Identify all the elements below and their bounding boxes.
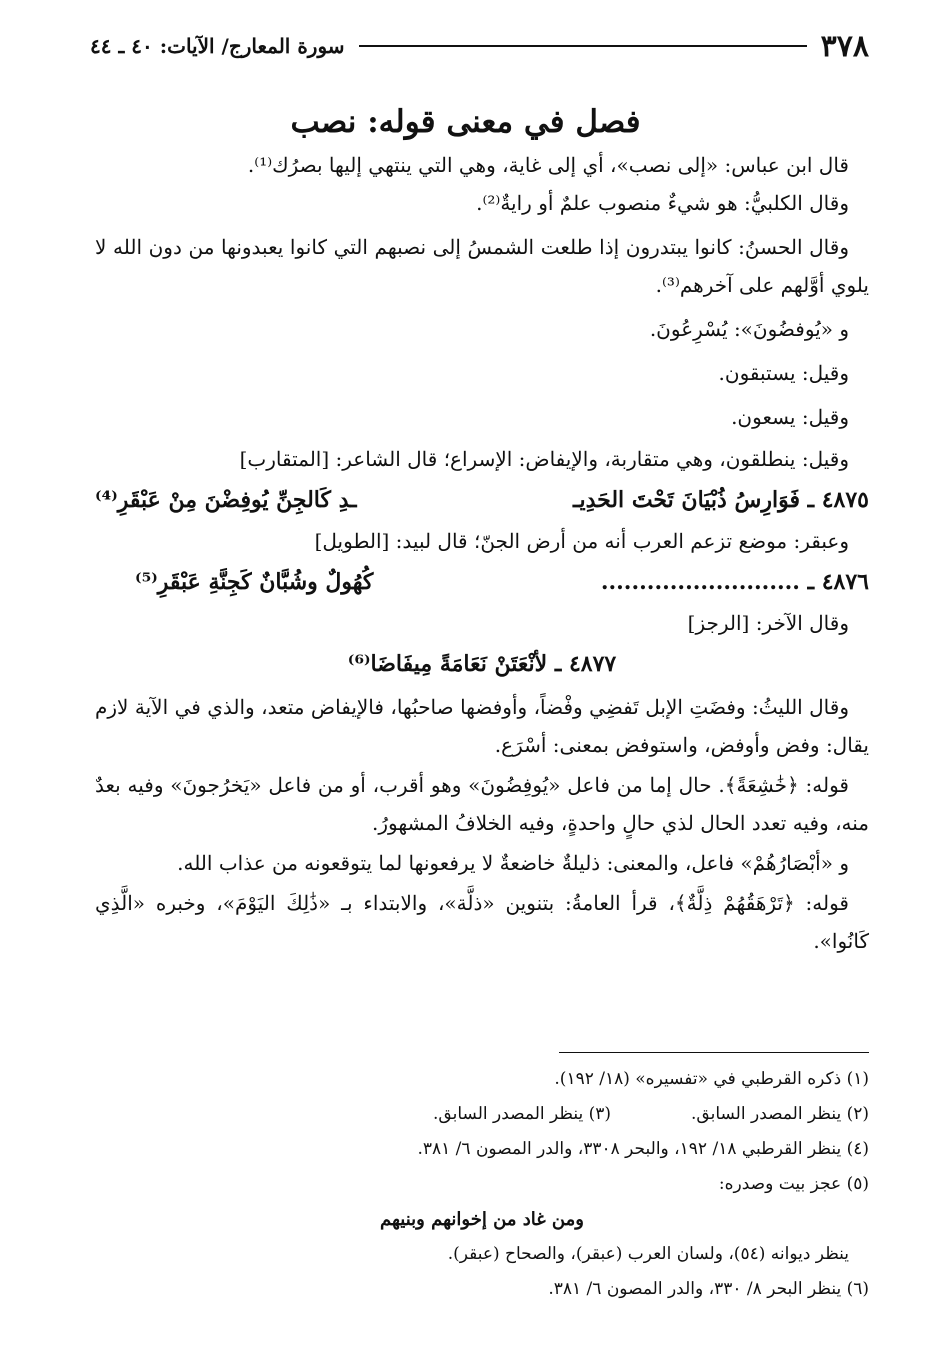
footnote-5-source: ينظر ديوانه (٥٤)، ولسان العرب (عبقر)، والصحاح (عبقر).: [447, 1244, 849, 1264]
footnote-3: (٣) ينظر المصدر السابق.: [433, 1104, 612, 1124]
main-text: [95, 146, 869, 960]
footnote-6: (٦) ينظر البحر ٨/ ٣٣٠، والدر المصون ٦/ ٣٨١.: [548, 1279, 869, 1299]
verse-second-hemistich: ـدِ كَالجِنِّ يُوفِضْنَ مِنْ عَبْقَرِ⁽⁴⁾: [95, 487, 357, 513]
verse-4875: [95, 478, 869, 522]
verse-first-hemistich: ٤٨٧٦ ـ ..........................: [600, 569, 869, 595]
surah-title: سورة المعارج/ الآيات: ٤٠ ـ ٤٤: [90, 34, 345, 58]
header-rule: [359, 45, 807, 47]
footnote-5: (٥) عجز بيت وصدره:: [718, 1174, 869, 1194]
footnote-1: (١) ذكره القرطبي في «تفسيره» (١٨/ ١٩٢).: [554, 1069, 869, 1089]
paragraph: وقال الليثُ: وفضَتِ الإبل تَفضِي وفْضاً، وأوفضها صاحبُها، فالإيفاض متعد، والذي في الآية لازم يقال: وفض وأوفض، واستوفض بمعنى: أسْرَع.: [95, 695, 869, 757]
paragraph: وقيل: يستبقون.: [718, 361, 849, 385]
footnote-5-verse: ومن غاد من إخوانهم وبنيهم: [380, 1209, 584, 1230]
paragraph: وقيل: ينطلقون، وهي متقاربة، والإيفاض: الإسراع؛ قال الشاعر: [المتقارب]: [239, 447, 849, 471]
paragraph: و «يُوفضُونَ»: يُسْرِعُونَ.: [649, 317, 849, 341]
verse-4876: [95, 560, 869, 604]
paragraph: قوله: ﴿خَٰشِعَةً﴾. حال إما من فاعل «يُوفِضُونَ» وهو أقرب، أو من فاعل «يَخرُجونَ» وفيه بعدٌ منه، وفيه تعدد الحال لذي حالٍ واحدةٍ، وفيه الخلافُ المشهورُ.: [95, 773, 869, 835]
section-title: فصل في معنى قوله: نصب: [290, 104, 641, 140]
paragraph: قوله: ﴿تَرْهَقُهُمْ ذِلَّةٌ﴾، قرأ العامةُ: بتنوين «ذلَّة»، والابتداء بـ «ذَٰلِكَ اليَوْمَ»، وخبره «الَّذِي كَانُوا».: [95, 891, 869, 953]
page-number: ٣٧٨: [820, 28, 869, 64]
paragraph: وقال الحسنُ: كانوا يبتدرون إذا طلعت الشمسُ إلى نصبهم التي كانوا يعبدونها من دون الله لا يلوي أوَّلهم على آخرهم⁽³⁾.: [95, 235, 869, 297]
verse-second-hemistich: كُهُولٌ وشُبَّانٌ كَجِنَّةِ عَبْقَرِ⁽⁵⁾: [135, 569, 374, 595]
paragraph: وقال الآخر: [الرجز]: [687, 611, 849, 635]
verse-first-hemistich: ٤٨٧٥ ـ فَوَارِسُ ذُبْيَانَ تَحْتَ الحَدِيـ: [573, 487, 869, 513]
footnotes: [95, 1062, 869, 1307]
paragraph: وقيل: يسعون.: [731, 405, 849, 429]
footnote-4: (٤) ينظر القرطبي ١٨/ ١٩٢، والبحر ٣٣٠٨، والدر المصون ٦/ ٣٨١.: [417, 1139, 869, 1159]
paragraph: وقال الكلبيُّ: هو شيءٌ منصوب علمٌ أو رايةٌ⁽²⁾.: [476, 191, 849, 215]
verse-4877: ٤٨٧٧ ـ لأنْعَتَنْ نَعَامَةً مِيفَاضَا⁽⁶⁾: [347, 651, 617, 677]
paragraph: و «أبْصَارُهُمْ» فاعل، والمعنى: ذليلةٌ خاضعةٌ لا يرفعونها لما يتوقعونه من عذاب الله.: [177, 851, 849, 875]
paragraph: وعبقر: موضع تزعم العرب أنه من أرض الجنّ؛ قال لبيد: [الطويل]: [314, 529, 849, 553]
footnote-divider: [559, 1052, 869, 1053]
page-header: [90, 28, 869, 64]
footnote-row-2-3: [95, 1097, 869, 1132]
paragraph: قال ابن عباس: «إلى نصب»، أي إلى غاية، وهي التي ينتهي إليها بصرُك⁽¹⁾.: [247, 153, 849, 177]
footnote-2: (٢) ينظر المصدر السابق.: [691, 1104, 869, 1124]
